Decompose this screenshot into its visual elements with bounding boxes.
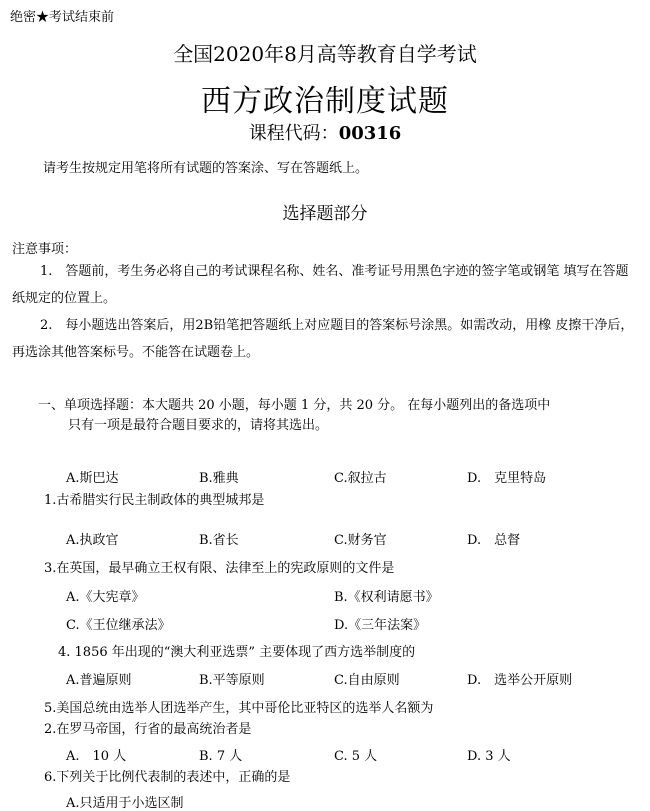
question-text: 6.下列关于比例代表制的表述中，正确的是 [44,770,291,785]
question-text: 5.美国总统由选举人团选举产生，其中哥伦比亚特区的选举人名额为 [44,701,434,716]
subject-title: 西方政治制度试题 [201,84,449,119]
note-item: 1. 答题前，考生务必将自己的考试课程名称、姓名、准考证号用黑色字迹的签字笔或钢笔 填写在答题纸规定的位置上。 [12,264,629,306]
part1-header: 一、单项选择题：本大题共 20 小题，每小题 1 分，共 20 分。 在每小题列出的备选项中 只有一项是最符合题目要求的，请将其选出。 [38,398,551,433]
option-a: A. 10 人 [66,749,127,764]
option-a: A.只适用于小选区制 [66,796,184,811]
option-a: A.执政官 [66,533,119,548]
option-b: B.雅典 [199,471,239,486]
option-a: A.《大宪章》 [66,590,145,605]
answer-instruction: 请考生按规定用笔将所有试题的答案涂、写在答题纸上。 [43,161,369,176]
confidential-label: 绝密★考试结束前 [10,10,115,25]
option-c: C.叙拉古 [334,471,387,486]
option-d: D. 克里特岛 [467,471,547,486]
option-d: D. 选举公开原则 [467,673,573,688]
option-d: D. 总督 [467,533,521,548]
option-c: C. 5 人 [334,749,378,764]
notes-title: 注意事项： [12,242,78,257]
course-code: 课程代码：00316 [248,123,402,144]
question-text: 4. 1856 年出现的“澳大利亚选票” 主要体现了西方选举制度的 [58,645,416,660]
question-text: 2.在罗马帝国，行省的最高统治者是 [44,722,252,737]
option-a: A.普遍原则 [66,673,132,688]
question-text: 1.古希腊实行民主制政体的典型城邦是 [44,493,265,508]
exam-title: 全国2020年8月高等教育自学考试 [173,42,477,66]
option-b: B. 7 人 [199,749,243,764]
section-title: 选择题部分 [282,204,368,224]
option-b: B.《权利请愿书》 [334,590,439,605]
option-a: A.斯巴达 [66,471,119,486]
option-c: C.自由原则 [334,673,400,688]
option-d: D.《三年法案》 [334,618,427,633]
note-item: 2. 每小题选出答案后，用2B铅笔把答题纸上对应题目的答案标号涂黑。如需改动，用橡 皮擦干净后，再选涂其他答案标号。不能答在试题卷上。 [12,318,634,360]
option-c: C.财务官 [334,533,387,548]
option-b: B.省长 [199,533,239,548]
option-b: B.平等原则 [199,673,265,688]
question-text: 3.在英国，最早确立王权有限、法律至上的宪政原则的文件是 [44,561,395,576]
option-c: C.《王位继承法》 [66,618,171,633]
option-d: D. 3 人 [467,749,511,764]
